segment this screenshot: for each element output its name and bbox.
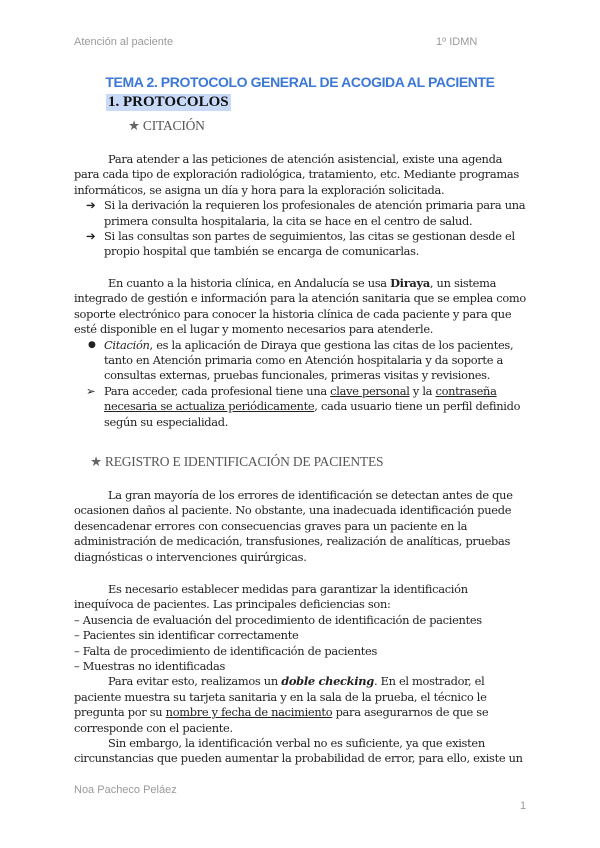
arrow-right-icon: ➔: [86, 229, 96, 244]
dash-item: – Falta de procedimiento de identificación de pacientes: [74, 643, 377, 658]
text-run: Para evitar esto, realizamos un: [108, 674, 282, 689]
list-item: [74, 198, 526, 229]
bold-italic-term: doble checking: [281, 674, 374, 689]
list-item-text: , es la aplicación de Diraya que gestiona las citas de los pacientes, tanto en Atención primaria como en Atención hospitalaria y da soporte a consultas externas, pruebas funcionales, primeras visitas y revisiones.: [104, 337, 514, 383]
diraya-block: [74, 276, 526, 430]
dash-item: – Pacientes sin identificar correctamente: [74, 628, 299, 643]
header-left-text: Atención al paciente: [74, 36, 174, 48]
bold-term: Diraya: [390, 276, 430, 290]
paragraph: Es necesario establecer medidas para garantizar la identificación inequívoca de pacientes. Las principales deficiencias son:: [74, 582, 468, 612]
subheading-label: CITACIÓN: [142, 118, 205, 133]
section-heading: 1. PROTOCOLOS: [108, 94, 229, 110]
header-right-text: 1º IDMN: [436, 36, 478, 48]
subheading-citacion: [128, 118, 205, 134]
arrow-right-icon: ➔: [86, 198, 96, 213]
text-run: En cuanto a la historia clínica, en Andalucía se usa: [108, 276, 391, 290]
list-item: [74, 384, 526, 430]
paragraph: Sin embargo, la identificación verbal no es suficiente, ya que existen circunstancias que pueden aumentar la probabilidad de error, para ello, existe un: [74, 736, 523, 766]
star-icon: ★: [90, 454, 102, 469]
triangle-arrow-icon: ➢: [86, 383, 96, 398]
underlined-term: nombre y fecha de nacimiento: [165, 705, 333, 720]
document-title: TEMA 2. PROTOCOLO GENERAL DE ACOGIDA AL PACIENTE: [105, 74, 495, 90]
text-run: y la: [409, 383, 436, 398]
bullet-icon: ●: [88, 339, 96, 350]
subheading-registro: [90, 454, 383, 470]
text-run: , un sistema integrado de gestión e información para la atención sanitaria que se emplea como soporte electrónico para conocer la historia clínica de cada paciente y para que esté disponible en el lugar y momento necesarios para atenderle.: [74, 276, 526, 337]
page-number: 1: [520, 800, 527, 812]
text-run: . En el mostrador, el paciente muestra su tarjeta sanitaria y en la sala de la prueba, el técnico le pregunta por su: [74, 674, 487, 720]
list-item: [74, 229, 526, 260]
text-run: Para acceder, cada profesional tiene una: [104, 383, 331, 398]
registro-block: [74, 488, 526, 565]
list-item-text: Si la derivación la requieren los profesionales de atención primaria para una primera consulta hospitalaria, la cita se hace en el centro de salud.: [104, 198, 526, 228]
dash-item: – Muestras no identificadas: [74, 659, 226, 674]
paragraph: La gran mayoría de los errores de identificación se detectan antes de que ocasionen daños al paciente. No obstante, una inadecuada identificación puede desencadenar errores con consecuencias graves para un paciente en la administración de medicación, transfusiones, realización de analíticas, pruebas diagnósticas o intervenciones quirúrgicas.: [74, 488, 513, 564]
star-icon: ★: [128, 118, 140, 133]
footer-author: Noa Pacheco Peláez: [74, 784, 177, 796]
paragraph: [74, 674, 526, 736]
text-run: para asegurarnos de que se corresponde con el paciente.: [74, 705, 489, 735]
dash-item: – Ausencia de evaluación del procedimiento de identificación de pacientes: [74, 612, 482, 627]
citacion-block: [74, 152, 526, 260]
list-item-text: Si las consultas son partes de seguimientos, las citas se gestionan desde el propio hospital que también se encarga de comunicarlas.: [104, 229, 515, 259]
underlined-term: clave personal: [330, 383, 410, 398]
italic-term: Citación: [104, 337, 150, 352]
deficiencias-block: [74, 582, 526, 767]
underlined-term: contraseña necesaria se actualiza periódicamente: [104, 383, 497, 414]
text-run: , cada usuario tiene un perfil definido según su especialidad.: [104, 399, 521, 429]
paragraph: Para atender a las peticiones de atención asistencial, existe una agenda para cada tipo de exploración radiológica, tratamiento, etc. Mediante programas informáticos, se asigna un día y hora para la exploración solicitada.: [74, 152, 519, 197]
subheading-label: REGISTRO E IDENTIFICACIÓN DE PACIENTES: [104, 454, 384, 469]
list-item: [74, 338, 526, 384]
paragraph: [74, 276, 526, 338]
